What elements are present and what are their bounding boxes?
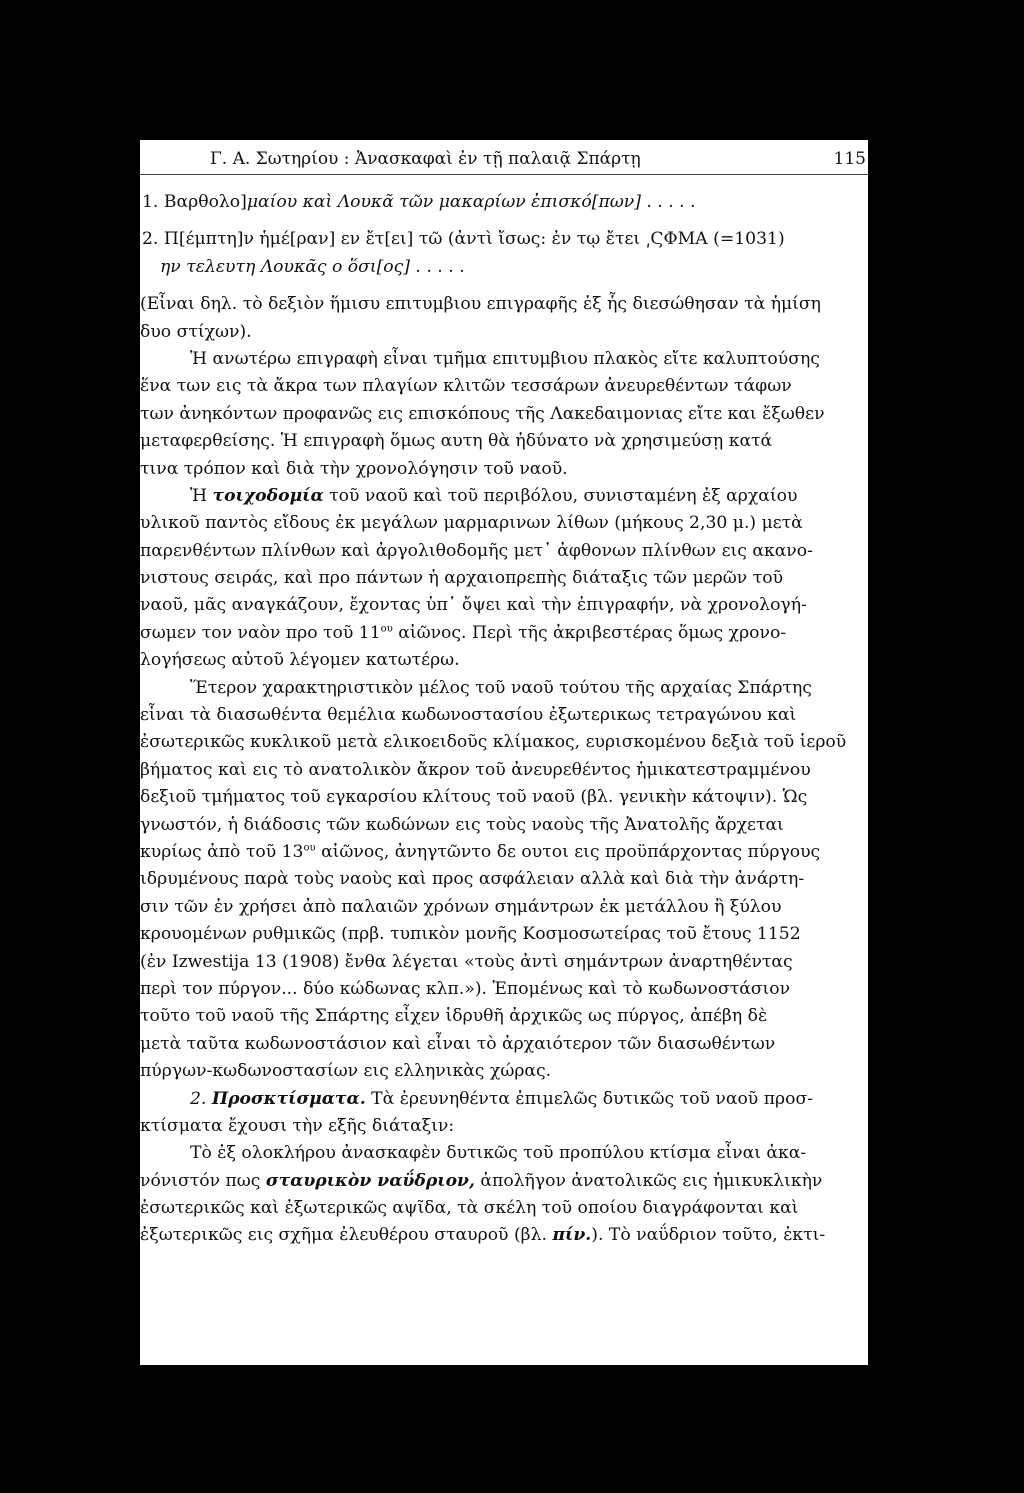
text-run: τοῦ ναοῦ καὶ τοῦ περιβόλου, συνισταμένη ἐξ αρχαίου (323, 485, 798, 506)
paragraph-line: γνωστόν, ἡ διάδοσις τῶν κωδώνων εις τοὺς ναοὺς τῆς Ἀνατολῆς ἄρχεται (140, 814, 784, 835)
paragraph-line: ναοῦ, μᾶς αναγκάζουν, ἔχοντας ὑπ᾿ ὄψει καὶ τὴν ἐπιγραφήν, νὰ χρονολογή- (140, 595, 807, 616)
ellipsis: . . . . . (409, 256, 465, 277)
plate-reference: πίν. (552, 1225, 592, 1246)
paragraph-line: βήματος καὶ εις τὸ ανατολικὸν ἄκρον τοῦ ἀνευρεθέντος ἡμικατεστραμμένου (140, 759, 811, 780)
ellipsis: . . . . . (640, 192, 696, 212)
text-run: αἰῶνος, ἀνηγτῶντο δε ουτοι εις προϋπάρχοντας πύργους (315, 841, 821, 862)
text-run: ἐξωτερικῶς εις σχῆμα ἐλευθέρου σταυροῦ (βλ. (140, 1225, 553, 1246)
text-run: κυρίως ἀπὸ τοῦ 13 (140, 841, 304, 862)
paragraph-line: περὶ τον πύργον... δύο κώδωνας κλπ.»). Ἑπομένως καὶ τὸ κωδωνοστάσιον (140, 978, 791, 999)
text-run: ἀπολῆγον ἀνατολικῶς εις ἡμικυκλικὴν (474, 1170, 823, 1191)
text-run: σωμεν τον ναὸν προ τοῦ 11 (140, 622, 381, 643)
line-number: 1. (142, 192, 159, 212)
paragraph-line: ιδρυμένους παρὰ τοὺς ναοὺς καὶ προς ασφάλειαν αλλὰ καὶ διὰ τὴν ἀνάρτη- (140, 869, 805, 890)
paragraph-line: ἐσωτερικῶς καὶ ἐξωτερικῶς αψῖδα, τὰ σκέλη τοῦ οποίου διαγράφονται καὶ (140, 1198, 799, 1219)
inscription-line-1 (140, 189, 868, 216)
paragraph-line: ἐσωτερικῶς κυκλικοῦ μετὰ ελικοειδοῦς κλίμακος, ευρισκομένου δεξιὰ τοῦ ἱεροῦ (140, 732, 847, 753)
emphasis-term: τοιχοδομία (212, 485, 324, 506)
inscription-line-3 (140, 254, 868, 281)
paragraph-line: λογήσεως αὐτοῦ λέγομεν κατωτέρω. (140, 650, 460, 671)
inscription-text: Π[έμπτη]ν ἡμέ[ραν] εν ἔτ[ει] τῶ (ἀντὶ ἴσως: ἐν τῳ ἔτει ͵ϚΦΜΑ (=1031) (163, 229, 785, 250)
book-page (140, 140, 868, 1365)
paragraph-line: των ἀνηκόντων προφανῶς εις επισκόπους τῆς Λακεδαιμονιας εἴτε και ἔξωθεν (140, 403, 825, 424)
text-run: Ἡ (190, 485, 213, 506)
paragraph-line: νιστους σειράς, καὶ προ πάντων ἡ αρχαιοπρεπὴς διάταξις τῶν μερῶν τοῦ (140, 568, 784, 589)
paragraph-line: πύργων-κωδωνοστασίων εις ελληνικὰς χώρας. (140, 1061, 552, 1082)
inscription-text-italic: ην τελευτη Λουκᾶς ο ὅσι[ος] (160, 256, 410, 277)
paragraph-line: Ἕτερον χαρακτηριστικὸν μέλος τοῦ ναοῦ τούτου τῆς αρχαίας Σπάρτης (190, 677, 812, 698)
text-run: νόνιστόν πως (140, 1170, 266, 1191)
section-title: Προσκτίσματα. (211, 1088, 366, 1109)
text-run: Τὰ ἐρευνηθέντα ἐπιμελῶς δυτικῶς τοῦ ναοῦ προσ- (365, 1088, 813, 1109)
paragraph-line: υλικοῦ παντὸς εἴδους ἐκ μεγάλων μαρμαρινων λίθων (μήκους 2,30 μ.) μετὰ (140, 513, 803, 534)
paragraph-line (140, 839, 868, 866)
paragraph-line: δυο στίχων). (140, 321, 252, 342)
emphasis-term: σταυρικὸν ναΰδριον, (265, 1170, 475, 1191)
section-heading-line (140, 1086, 868, 1113)
paragraph-line: Ἡ ανωτέρω επιγραφὴ εἶναι τμῆμα επιτυμβιου πλακὸς εἴτε καλυπτούσης (190, 348, 820, 369)
superscript: ου (380, 623, 393, 635)
paragraph-line (140, 483, 868, 510)
inscription-line-2 (140, 226, 868, 253)
inscription-text-italic: μαίου καὶ Λουκᾶ τῶν μακαρίων ἐπισκό[πων] (246, 192, 641, 212)
paragraph-line: κτίσματα ἔχουσι τὴν εξῆς διάταξιν: (140, 1115, 455, 1136)
superscript: ου (303, 842, 316, 854)
paragraph-line: μεταφερθείσης. Ἡ επιγραφὴ ὅμως αυτη θὰ ἠδύνατο νὰ χρησιμεύσῃ κατά (140, 431, 773, 452)
section-number: 2. (190, 1088, 212, 1109)
paragraph-line: δεξιοῦ τμήματος τοῦ εγκαρσίου κλίτους τοῦ ναοῦ (βλ. γενικὴν κάτοψιν). Ὡς (140, 787, 808, 808)
paragraph-line (140, 1168, 868, 1195)
paragraph-line (140, 620, 868, 647)
paragraph-line: ἕνα των εις τὰ ἄκρα των πλαγίων κλιτῶν τεσσάρων ἀνευρεθέντων τάφων (140, 376, 792, 397)
paragraph-line: (ἐν Izwestija 13 (1908) ἔνθα λέγεται «τοὺς ἀντὶ σημάντρων ἀναρτηθέντας (140, 951, 793, 972)
paragraph-line: Τὸ ἐξ ολοκλήρου ἀνασκαφὲν δυτικῶς τοῦ προπύλου κτίσμα εἶναι ἀκα- (190, 1143, 807, 1164)
running-header (140, 144, 868, 175)
paragraph-line: κρουομένων ρυθμικῶς (πρβ. τυπικὸν μονῆς Κοσμοσωτείρας τοῦ ἔτους 1152 (140, 924, 801, 945)
paragraph-line: εἶναι τὰ διασωθέντα θεμέλια κωδωνοστασίου ἐξωτερικως τετραγώνου καὶ (140, 705, 797, 726)
running-title: Γ. Α. Σωτηρίου : Ἀνασκαφαὶ ἐν τῇ παλαιᾷ Σπάρτῃ (210, 149, 641, 169)
paragraph-line: σιν τῶν ἐν χρήσει ἀπὸ παλαιῶν χρόνων σημάντρων ἐκ μετάλλου ἢ ξύλου (140, 896, 782, 917)
text-run: αἰῶνος. Περὶ τῆς ἀκριβεστέρας ὅμως χρονο- (392, 622, 787, 643)
paragraph-line (140, 1222, 868, 1249)
text-run: ). Τὸ ναΰδριον τοῦτο, ἐκτι- (591, 1225, 826, 1246)
paragraph-line: (Εἶναι δηλ. τὸ δεξιὸν ἥμισυ επιτυμβιου επιγραφῆς ἐξ ἧς διεσώθησαν τὰ ἡμίση (140, 294, 821, 315)
paragraph-line: παρενθέντων πλίνθων καὶ ἀργολιθοδομῆς μετ᾿ ἀφθονων πλίνθων εις ακανο- (140, 540, 813, 561)
paragraph-line: τοῦτο τοῦ ναοῦ τῆς Σπάρτης εἶχεν ἱδρυθῆ ἀρχικῶς ως πύργος, ἀπέβη δὲ (140, 1006, 768, 1027)
page-number: 115 (833, 149, 866, 169)
page-body (140, 189, 868, 1250)
paragraph-line: μετὰ ταῦτα κωδωνοστάσιον καὶ εἶναι τὸ ἀρχαιότερον τῶν διασωθέντων (140, 1033, 776, 1054)
inscription-text: Βαρθολο] (163, 192, 247, 212)
paragraph-line: τινα τρόπον καὶ διὰ τὴν χρονολόγησιν τοῦ ναοῦ. (140, 458, 568, 479)
line-number: 2. (142, 229, 159, 250)
